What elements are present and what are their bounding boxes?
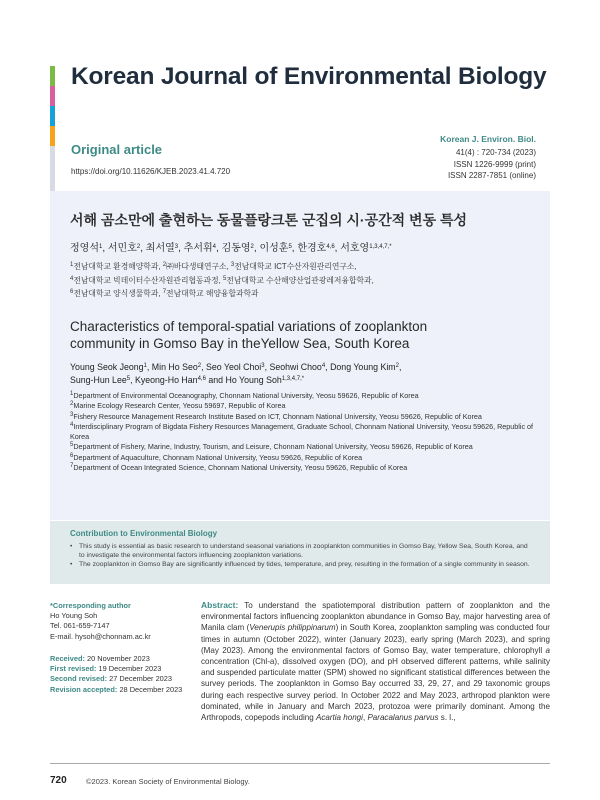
author-sup: 1,3,4,7,*: [281, 376, 305, 382]
affiliation-text: 전남대학교 ICT수산자원관리연구소,: [234, 262, 357, 271]
affiliation-text: 전남대학교 수산해양산업관광레저융합학과,: [226, 275, 374, 285]
author-sup: 4: [321, 363, 326, 369]
author-line: Young Seok Jeong$^1$, Min Ho Seo$^2$, Seo Yeol Choi$^3$, Seohwi Choo$^4$, Dong Young Kim$^2$,: [70, 362, 402, 372]
journal-title: Korean Journal of Environmental Biology: [71, 63, 547, 90]
page-number: 720: [50, 775, 67, 786]
author-name: Kyeong-Ho Han: [134, 375, 198, 385]
author-sup: 1: [143, 363, 147, 369]
author-sup: 2: [250, 244, 254, 250]
abstract-text: concentration (Chl-a), dissolved oxygen (DO), and pH observed different patterns, while salinity and suspended particulate matter (SPM) showed no significant statistical differences between the survey periods. The zooplankton in Gomso Bay occurred 33, 29, 27, and 29 taxonomic groups during each respective survey period. In October 2022 and May 2023, arthropod plankton were dominated, while in January and March 2023, protozoa were primarily dominant. Among the Arthropods, copepods including: [201, 657, 550, 723]
abstract-text: To understand the spatiotemporal distribution pattern of zooplankton and the environmental factors influencing zooplankton abundance in Gomso Bay, major harvesting area of Manila clam (: [201, 601, 550, 633]
english-title: [70, 318, 540, 352]
corresponding-author: [50, 601, 190, 642]
english-authors: [70, 361, 540, 387]
affiliation-sup: 5: [222, 275, 227, 282]
english-title-line: community in Gomso Bay in theYellow Sea, South Korea: [70, 336, 410, 351]
date-label: Second revised:: [50, 674, 108, 684]
affiliation-text: Department of Environmental Oceanography, Chonnam National University, Yeosu 59626, Republic of Korea: [73, 391, 419, 400]
contribution-list: [70, 542, 530, 569]
author-sup: 2: [395, 363, 399, 369]
affiliation-text: 전남대학교 빅데이터수산자원관리협동과정,: [73, 275, 223, 285]
author-sup: 4,6: [326, 244, 335, 250]
issn-online: ISSN 2287-7851 (online): [447, 171, 536, 181]
color-bar-segment: [50, 126, 55, 146]
affiliation-sup: 4: [70, 421, 74, 428]
citation-block: [440, 134, 536, 182]
date-value: 27 December 2023: [109, 674, 173, 684]
contribution-item: • The zooplankton in Gomso Bay are significantly influenced by tides, temperature, and prey, resulting in the formation of a single community in season.: [70, 560, 530, 569]
abstract-label: Abstract:: [201, 600, 239, 610]
author-sup: 5: [288, 244, 292, 250]
author-sup: 3: [261, 363, 265, 369]
author-name: Sung-Hun Lee: [70, 375, 127, 385]
date-value: 19 December 2023: [98, 664, 162, 674]
history-dates: [50, 654, 200, 695]
author-name: 김동영: [221, 243, 251, 254]
volume-pages: 41(4) : 720-734 (2023): [455, 148, 536, 158]
author-name: 정영석: [70, 243, 99, 254]
affiliation-text: Fishery Resource Management Research Institute Based on ICT, Chonnam National University, Yeosu 59626, Republic of Korea: [73, 411, 482, 421]
affiliation-text: Department of Aquaculture, Chonnam National University, Yeosu 59626, Republic of Korea: [73, 452, 363, 462]
author-name: 서민호: [107, 243, 137, 254]
affiliation-entry: [70, 442, 540, 452]
date-label: Revision accepted:: [50, 684, 118, 694]
author-name: and Ho Young Soh: [208, 375, 282, 385]
author-sup: 4: [212, 244, 216, 250]
author-line: Sung-Hun Lee$^5$, Kyeong-Ho Han$^{4,6}$ and Ho Young Soh$^{1,3,4,7,*}$: [70, 375, 305, 385]
korean-title: 서해 곰소만에 출현하는 동물플랑크톤 군집의 시·공간적 변동 특성: [70, 212, 468, 228]
affiliation-sup: 5: [70, 442, 74, 449]
abstract-text: Acartia hongi: [315, 713, 363, 723]
author-name: Young Seok Jeong: [70, 362, 144, 372]
abstract-text: ) in South Korea, zooplankton sampling was conducted four times in autumn (October 2022), winter (January 2023), early spring (March 2023), and spring (May 2023). Among the environmental factors of Gomso Bay, water temperature, chlorophyll: [201, 623, 550, 655]
korean-affiliations: [70, 260, 540, 301]
affiliation-text: 전남대학교 환경해양학과,: [73, 262, 163, 271]
author-sup: 5: [126, 376, 131, 382]
author-name: Dong Young Kim: [330, 362, 396, 372]
affiliation-text: Interdisciplinary Program of Bigdata Fishery Resources Management, Graduate School, Chonnam National University, Yeosu 59626, Republic of Korea: [70, 421, 534, 442]
copyright: ©2023. Korean Society of Environmental Biology.: [86, 777, 250, 786]
affiliation-sup: 6: [70, 289, 74, 295]
doi-link[interactable]: https://doi.org/10.11626/KJEB.2023.41.4.720: [71, 167, 231, 176]
affiliation-entry: [70, 453, 540, 463]
affiliation-text: Marine Ecology Research Center, Yeosu 59697, Republic of Korea: [73, 401, 286, 411]
author-sup: 2: [197, 363, 202, 369]
affiliation-sup: 6: [70, 452, 74, 459]
abstract-text: Venerupis philippinarum: [249, 623, 336, 633]
affiliation-sup: 2: [70, 401, 74, 408]
author-sup: 1: [98, 244, 103, 250]
corresponding-email[interactable]: E-mail. hysoh@chonnam.ac.kr: [50, 631, 151, 641]
author-sup: 4,6: [197, 376, 206, 382]
english-affiliations: [70, 391, 540, 473]
author-sup: 3: [174, 244, 179, 250]
affiliation-text: ㈜바다생태연구소,: [166, 262, 231, 271]
abstract-text: Paracalanus parvus: [367, 713, 439, 723]
author-name: 최서열: [145, 243, 175, 254]
affiliation-sup: 7: [70, 463, 74, 470]
corresponding-tel: Tel. 061-659-7147: [50, 621, 110, 631]
author-name: 추서휘: [183, 243, 213, 254]
history-date: [50, 664, 200, 674]
author-sup: 1,3,4,7,*: [369, 244, 392, 250]
history-date: [50, 674, 200, 684]
affiliation-entry: [70, 463, 540, 473]
abstract: [201, 600, 550, 723]
affiliation-entry: [70, 422, 540, 443]
author-name: 한경호: [297, 243, 327, 254]
author-name: Seo Yeol Choi: [205, 362, 262, 372]
affiliation-line: [70, 260, 540, 274]
corresponding-name: Ho Young Soh: [50, 611, 98, 621]
english-title-line: Characteristics of temporal-spatial variations of zooplankton: [70, 319, 428, 334]
color-bar-segment: [50, 66, 55, 86]
affiliation-entry: [70, 391, 540, 401]
korean-authors: 정영석$^1$, 서민호$^2$, 최서열$^3$, 추서휘$^4$, 김동영$^2$, 이성훈$^5$, 한경호$^{4,6}$, 서호영$^{1,3,4,7,*}$: [70, 243, 392, 254]
affiliation-sup: 3: [230, 262, 235, 268]
date-value: 28 December 2023: [119, 684, 183, 694]
affiliation-sup: 4: [70, 275, 74, 282]
affiliation-sup: 1: [70, 391, 74, 397]
corresponding-label: *Corresponding author: [50, 601, 131, 610]
contribution-title: Contribution to Environmental Biology: [70, 529, 218, 538]
affiliation-line: [70, 287, 540, 301]
affiliation-entry: [70, 412, 540, 422]
history-date: [50, 654, 200, 664]
date-label: First revised:: [50, 664, 97, 674]
color-bar-segment: [50, 86, 55, 106]
affiliation-text: 전남대학교 해양융합과학과: [166, 289, 259, 298]
author-name: Min Ho Seo: [151, 362, 198, 372]
author-name: 이성훈: [259, 243, 289, 254]
author-name: Seohwi Choo: [269, 362, 322, 372]
affiliation-sup: 7: [162, 289, 167, 295]
footer-divider: [50, 763, 550, 764]
affiliation-text: Department of Fishery, Marine, Industry, Tourism, and Leisure, Chonnam National University, Yeosu 59626, Republic of Korea: [73, 442, 473, 452]
contribution-item: • This study is essential as basic research to understand seasonal variations in zooplankton communities in Gomso Bay, Yellow Sea, South Korea, and to investigate the environmental factors influencing zooplankton variations.: [70, 542, 530, 560]
affiliation-line: [70, 274, 540, 288]
date-value: 20 November 2023: [86, 654, 150, 663]
article-type: Original article: [71, 142, 163, 157]
affiliation-text: Department of Ocean Integrated Science, Chonnam National University, Yeosu 59626, Republic of Korea: [73, 463, 408, 473]
journal-abbreviation: Korean J. Environ. Biol.: [440, 134, 536, 144]
affiliation-text: 전남대학교 양식생물학과,: [73, 289, 163, 298]
abstract-text: s. l.,: [438, 713, 456, 723]
author-name: 서호영: [340, 243, 370, 254]
abstract-text: ,: [362, 713, 368, 723]
color-bar-segment: [50, 106, 55, 126]
author-sup: 2: [136, 244, 141, 250]
issn-print: ISSN 1226-9999 (print): [453, 159, 536, 169]
date-label: Received:: [50, 654, 85, 663]
affiliation-sup: 1: [70, 262, 74, 268]
affiliation-entry: [70, 401, 540, 411]
abstract-text: a: [545, 645, 550, 655]
affiliation-sup: 2: [162, 262, 167, 268]
history-date: [50, 685, 200, 695]
affiliation-sup: 3: [70, 411, 74, 418]
